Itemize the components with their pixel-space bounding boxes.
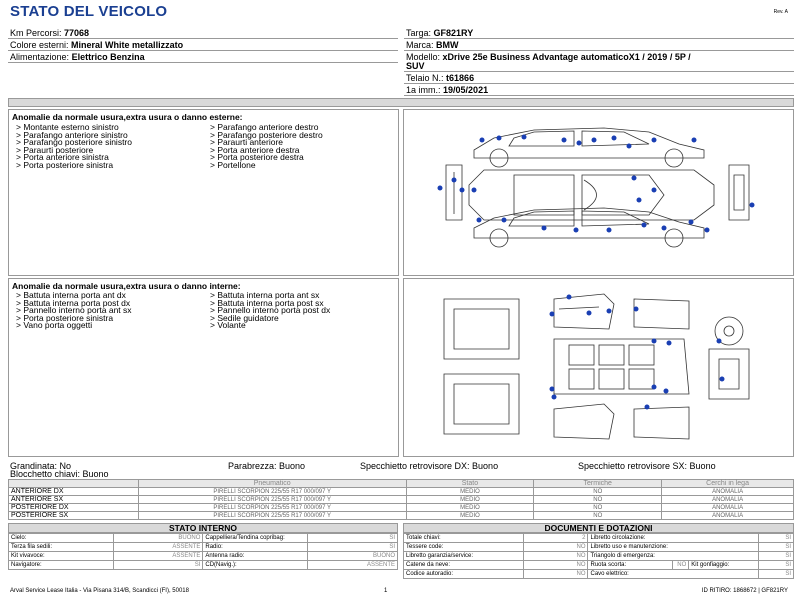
- external-damage-list-right: [210, 124, 323, 170]
- tire-rims: ANOMALIA: [662, 488, 794, 496]
- tire-state: MEDIO: [406, 512, 534, 520]
- footer-reference: ID RITIRO: 1868672 | GF821RY: [701, 588, 788, 594]
- km-label: Km Percorsi:: [10, 28, 62, 38]
- list-item: > Battuta interna porta post sx: [210, 297, 324, 308]
- tire-rims: ANOMALIA: [662, 504, 794, 512]
- field-value: SI: [759, 561, 794, 570]
- field-value: NO: [673, 561, 689, 570]
- field-label: Kit gonfiaggio:: [689, 561, 759, 570]
- table-row: [404, 543, 794, 552]
- external-damage-title: Anomalie da normale usura,extra usura o danno esterne:: [12, 112, 243, 122]
- km-row: [8, 27, 398, 39]
- mirror-dx-status: Specchietto retrovisore DX: Buono: [360, 461, 499, 471]
- field-label: Catene da neve:: [404, 561, 524, 570]
- table-row: [9, 543, 398, 552]
- field-label: Cappelliera/Tendina copribag:: [203, 534, 308, 543]
- field-label: Libretto circolazione:: [588, 534, 759, 543]
- field-value: NO: [523, 543, 588, 552]
- damage-markers: [550, 295, 725, 410]
- table-row: [9, 504, 794, 512]
- list-item: > Pannello interno porta post dx: [210, 305, 331, 316]
- field-label: Radio:: [203, 543, 308, 552]
- page-title: STATO DEL VEICOLO: [10, 3, 168, 20]
- list-item: > Portellone: [210, 159, 256, 170]
- field-value: NO: [523, 570, 588, 579]
- model-label: Modello:: [406, 52, 441, 62]
- field-label: Codice autoradio:: [404, 570, 524, 579]
- field-value: SI: [113, 561, 203, 570]
- field-value: NO: [523, 552, 588, 561]
- list-item: > Porta anteriore sinistra: [16, 152, 109, 163]
- field-value: ASSENTE: [113, 552, 203, 561]
- registration-label: 1a imm.:: [406, 85, 441, 95]
- list-item: > Battuta interna porta ant dx: [16, 290, 126, 300]
- table-header: Cerchi in lega: [662, 480, 794, 488]
- list-item: > Battuta interna porta post dx: [16, 297, 131, 308]
- chassis-row: [404, 72, 794, 84]
- tire-thermal: NO: [534, 488, 662, 496]
- tire-thermal: NO: [534, 512, 662, 520]
- list-item: > Porta posteriore destra: [210, 152, 304, 163]
- internal-damage-list-left: [16, 292, 132, 330]
- list-item: > Parafango anteriore destro: [210, 122, 319, 132]
- tire-model: PIRELLI SCORPION 225/55 R17 000/097 Y: [138, 504, 406, 512]
- internal-damage-list-right: [210, 292, 330, 330]
- field-value: BUONO: [113, 534, 203, 543]
- field-value: ASSENTE: [113, 543, 203, 552]
- color-label: Colore esterni:: [10, 40, 69, 50]
- table-header: [9, 480, 139, 488]
- internal-state-header: STATO INTERNO: [8, 523, 398, 533]
- tire-state: MEDIO: [406, 504, 534, 512]
- field-label: CD(Navig.):: [203, 561, 308, 570]
- list-item: > Parafango posteriore sinistro: [16, 137, 132, 148]
- list-item: > Montante esterno sinistro: [16, 122, 119, 132]
- list-item: > Parafango anteriore sinistro: [16, 129, 128, 140]
- plate-row: [404, 27, 794, 39]
- table-row: [9, 552, 398, 561]
- list-item: > Battuta interna porta ant sx: [210, 290, 320, 300]
- km-value: 77068: [64, 28, 90, 38]
- list-item: > Paraurti anteriore: [210, 137, 283, 148]
- color-value: Mineral White metallizzato: [71, 40, 184, 50]
- external-car-diagram: [404, 110, 793, 275]
- field-label: Totale chiavi:: [404, 534, 524, 543]
- model-value: xDrive 25e Business Advantage automaticoX1 / 2019 / 5P /: [442, 52, 691, 62]
- revision-label: Rev. A: [773, 9, 788, 15]
- field-value: SI: [759, 552, 794, 561]
- section-divider: [8, 98, 794, 107]
- table-row: [9, 488, 794, 496]
- list-item: > Sedile guidatore: [210, 312, 279, 323]
- registration-row: [404, 84, 794, 96]
- brand-label: Marca:: [406, 40, 434, 50]
- chassis-value: t61866: [446, 73, 475, 83]
- tire-thermal: NO: [534, 504, 662, 512]
- footer-company: Arval Service Lease Italia - Via Pisana 314/B, Scandicci (FI), 50018: [10, 588, 189, 594]
- tire-state: MEDIO: [406, 488, 534, 496]
- internal-state-table: [8, 533, 398, 570]
- field-value: ASSENTE: [308, 561, 398, 570]
- list-item: > Volante: [210, 320, 246, 331]
- footer-page-number: 1: [384, 588, 388, 594]
- tire-position: POSTERIORE SX: [9, 512, 139, 520]
- plate-label: Targa:: [406, 28, 432, 38]
- fuel-value: Elettrico Benzina: [71, 52, 145, 62]
- tire-position: POSTERIORE DX: [9, 504, 139, 512]
- brand-value: BMW: [436, 40, 459, 50]
- table-row: [9, 496, 794, 504]
- hail-status: Grandinata: No: [10, 461, 72, 471]
- tire-model: PIRELLI SCORPION 225/55 R17 000/097 Y: [138, 496, 406, 504]
- tire-rims: ANOMALIA: [662, 496, 794, 504]
- mirror-sx-status: Specchietto retrovisore SX: Buono: [578, 461, 716, 471]
- list-item: > Pannello interno porta ant sx: [16, 305, 132, 316]
- field-value: SI: [759, 570, 794, 579]
- internal-damage-title: Anomalie da normale usura,extra usura o danno interne:: [12, 281, 241, 291]
- field-label: Antenna radio:: [203, 552, 308, 561]
- tire-thermal: NO: [534, 496, 662, 504]
- field-label: Ruota scorta:: [588, 561, 673, 570]
- tire-model: PIRELLI SCORPION 225/55 R17 000/097 Y: [138, 512, 406, 520]
- list-item: > Parafango posteriore destro: [210, 129, 323, 140]
- table-header: Termiche: [534, 480, 662, 488]
- table-row: [404, 561, 794, 570]
- model-row-cont: [404, 60, 794, 72]
- field-label: Cavo elettrico:: [588, 570, 759, 579]
- internal-car-diagram: [404, 279, 793, 456]
- table-row: [404, 570, 794, 579]
- tires-table: [8, 479, 794, 520]
- tire-rims: ANOMALIA: [662, 512, 794, 520]
- field-value: SI: [759, 543, 794, 552]
- list-item: > Vano porta oggetti: [16, 320, 93, 331]
- field-label: Navigatore:: [9, 561, 114, 570]
- table-row: [404, 534, 794, 543]
- tire-position: ANTERIORE SX: [9, 496, 139, 504]
- list-item: > Porta posteriore sinistra: [16, 312, 114, 323]
- brand-row: [404, 39, 794, 51]
- table-row: [9, 561, 398, 570]
- field-label: Cielo:: [9, 534, 114, 543]
- table-header: Stato: [406, 480, 534, 488]
- key-lock-status: Blocchetto chiavi: Buono: [10, 469, 109, 479]
- tire-position: ANTERIORE DX: [9, 488, 139, 496]
- documents-table: [403, 533, 794, 579]
- field-value: BUONO: [308, 552, 398, 561]
- field-label: Terza fila sedili:: [9, 543, 114, 552]
- model-value-cont: SUV: [406, 61, 425, 71]
- chassis-label: Telaio N.:: [406, 73, 444, 83]
- external-diagram-panel: [403, 109, 794, 276]
- damage-markers: [438, 135, 755, 233]
- table-header: Pneumatico: [138, 480, 406, 488]
- list-item: > Porta anteriore destra: [210, 144, 300, 155]
- table-row: [9, 534, 398, 543]
- field-value: NO: [523, 561, 588, 570]
- field-label: Kit vivavoce:: [9, 552, 114, 561]
- field-label: Triangolo di emergenza:: [588, 552, 759, 561]
- field-label: Libretto uso e manutenzione:: [588, 543, 759, 552]
- color-row: [8, 39, 398, 51]
- external-damage-list-left: [16, 124, 132, 170]
- field-value: SI: [308, 543, 398, 552]
- field-label: Libretto garanzia/service:: [404, 552, 524, 561]
- list-item: > Paraurti posteriore: [16, 144, 94, 155]
- registration-value: 19/05/2021: [443, 85, 489, 95]
- field-value: 2: [523, 534, 588, 543]
- tires-header-row: [9, 480, 794, 488]
- tire-model: PIRELLI SCORPION 225/55 R17 000/097 Y: [138, 488, 406, 496]
- field-value: SI: [759, 534, 794, 543]
- list-item: > Porta posteriore sinistra: [16, 159, 114, 170]
- tire-state: MEDIO: [406, 496, 534, 504]
- plate-value: GF821RY: [433, 28, 474, 38]
- documents-header: DOCUMENTI E DOTAZIONI: [403, 523, 794, 533]
- field-value: SI: [308, 534, 398, 543]
- table-row: [9, 512, 794, 520]
- windshield-status: Parabrezza: Buono: [228, 461, 306, 471]
- field-label: Tessere code:: [404, 543, 524, 552]
- fuel-label: Alimentazione:: [10, 52, 70, 62]
- table-row: [404, 552, 794, 561]
- internal-diagram-panel: [403, 278, 794, 457]
- fuel-row: [8, 51, 398, 63]
